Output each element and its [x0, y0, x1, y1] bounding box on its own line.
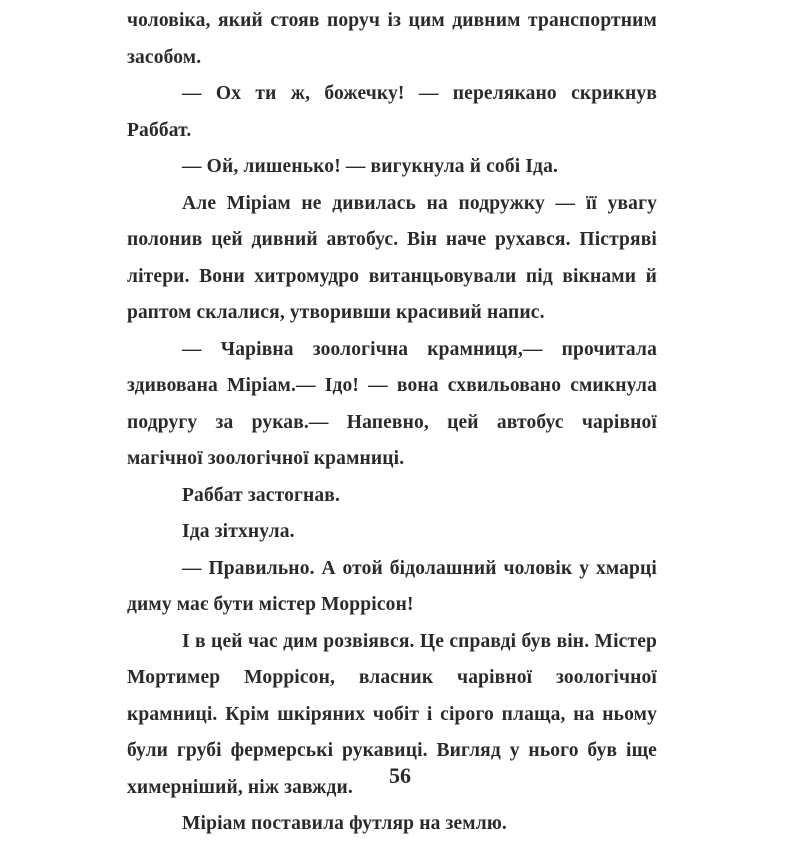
paragraph: Іда зітхнула.: [182, 521, 295, 542]
paragraph: Міріам поставила футляр на землю.: [182, 813, 507, 834]
paragraph: — Ох ти ж, божечку! — перелякано скрикнув Раббат.: [127, 83, 657, 141]
paragraph-continuation: чоловіка, який стояв поруч із цим дивним транспортним засобом.: [127, 10, 657, 68]
paragraph: Раббат застогнав.: [182, 484, 340, 506]
paragraph: — Правильно. А отой бідолашний чоловік у хмарці диму має бути містер Моррісон!: [127, 557, 657, 615]
paragraph: — Чарівна зоологічна крамниця,— прочитала здивована Міріам.— Ідо! — вона схвильовано смикнула подругу за рукав.— Напевно, цей автобус чарівної магічної зоологічної крамниці.: [127, 338, 657, 469]
body-text: [127, 3, 657, 843]
paragraph: Але Міріам не дивилась на подружку — її увагу полонив цей дивний автобус. Він наче рухався. Пістряві літери. Вони хитромудро витанцьовували під вікнами й раптом склалися, утворивши красивий напис.: [127, 192, 657, 323]
paragraph: — Ой, лишенько! — вигукнула й собі Іда.: [182, 156, 558, 177]
paragraph: І в цей час дим розвіявся. Це справді був він. Містер Мортимер Моррісон, власник чарівної зоологічної крамниці. Крім шкіряних чобіт і сірого плаща, на ньому були грубі фермерські рукавиці. Вигляд у нього був іще химерніший, ніж завжди.: [127, 630, 657, 798]
page-number: 56: [389, 763, 411, 788]
